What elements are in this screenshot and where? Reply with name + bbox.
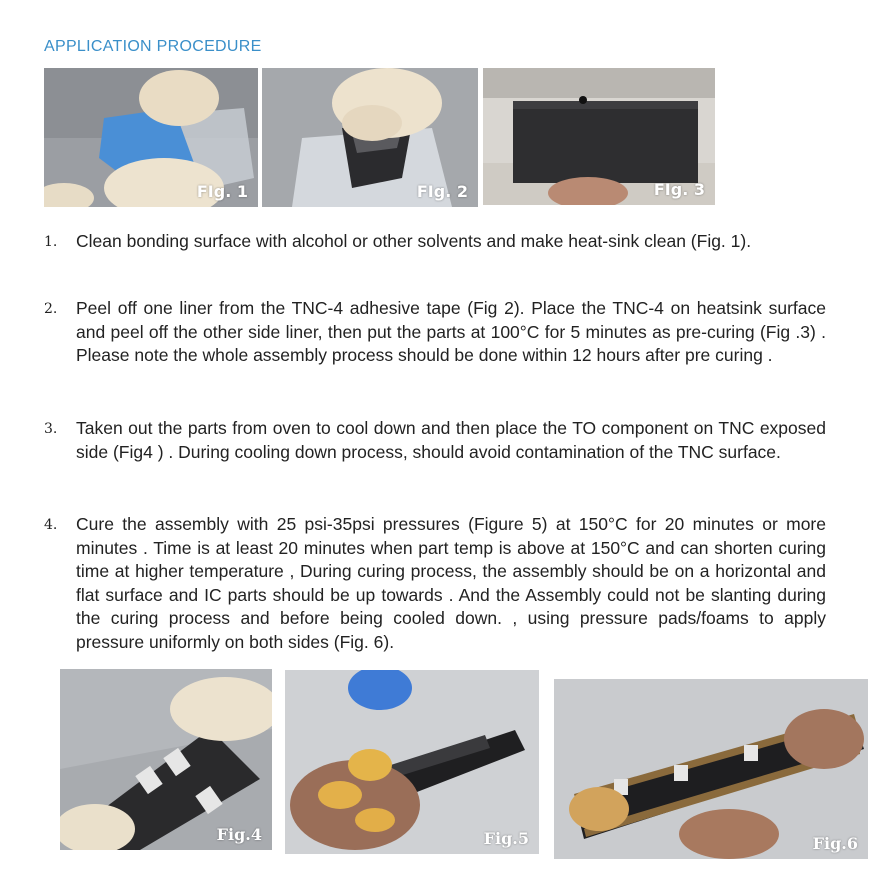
step-1	[44, 230, 826, 254]
step-2	[44, 297, 826, 368]
step-number: 2.	[44, 301, 58, 317]
figure-4-photo	[60, 669, 272, 850]
step-text: Peel off one liner from the TNC-4 adhesive tape (Fig 2). Place the TNC-4 on heatsink surface and peel off the other side liner, then put the parts at 100°C for 5 minutes as pre-curing (Fig .3) . Please note the whole assembly process should be done within 12 hours after pre curing .	[76, 298, 826, 365]
step-number: 1.	[44, 234, 58, 250]
step-text: Taken out the parts from oven to cool down and then place the TO component on TNC exposed side (Fig4 ) . During cooling down process, should avoid contamination of the TNC surface.	[76, 418, 826, 462]
step-number: 3.	[44, 421, 58, 437]
step-text: Cure the assembly with 25 psi-35psi pressures (Figure 5) at 150°C for 20 minutes or more minutes . Time is at least 20 minutes when part temp is above at 150°C and can shorten curing time at higher temperature , During curing process, the assembly should be on a horizontal and flat surface and IC parts should be up towards . And the Assembly could not be slanting during the curing process and before being cooled down. , using pressure pads/foams to apply pressure uniformly on both sides (Fig. 6).	[76, 514, 826, 652]
figure-1-photo	[44, 68, 258, 207]
figure-2-photo	[262, 68, 478, 207]
figure-6-label: Fig.6	[812, 834, 858, 853]
step-number: 4.	[44, 517, 58, 533]
figure-3-photo	[483, 68, 715, 205]
step-4	[44, 513, 826, 654]
figure-5-label: Fig.5	[483, 829, 529, 848]
figure-3-label: FIg. 3	[653, 180, 705, 199]
step-text: Clean bonding surface with alcohol or other solvents and make heat-sink clean (Fig. 1).	[76, 231, 752, 251]
figure-6-photo	[554, 679, 868, 859]
figure-4-label: Fig.4	[216, 825, 262, 844]
figure-5-photo	[285, 670, 539, 854]
page-title: APPLICATION PROCEDURE	[44, 38, 262, 55]
step-3	[44, 417, 826, 464]
figure-1-label: FIg. 1	[196, 182, 248, 201]
figure-2-label: FIg. 2	[416, 182, 468, 201]
